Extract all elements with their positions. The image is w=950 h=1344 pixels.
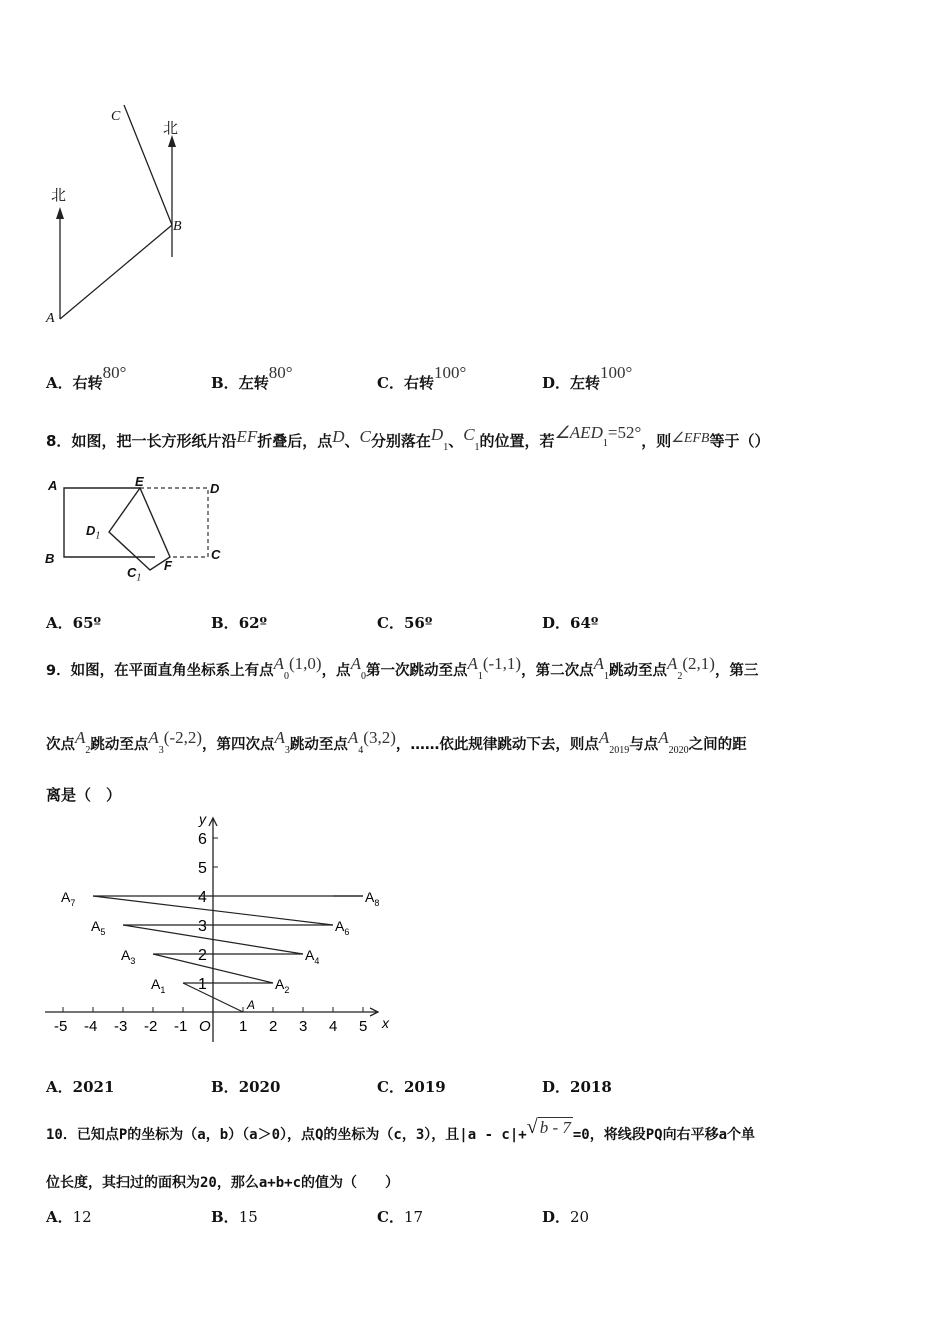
x-tick-label: 4 [329,1018,338,1035]
q10-option-b[interactable]: B．15 [211,1208,258,1226]
x-tick-label: 1 [239,1018,248,1035]
point-label-subscript: 7 [70,898,76,908]
q9-option-c[interactable]: C．2019 [377,1078,446,1096]
q7-label-a: A [46,311,55,326]
q10-stem-line1: 10．已知点P的坐标为（a，b）（a＞0），点Q的坐标为（c，3），且|a - c|+√ b - 7 =0，将线段PQ向右平移a个单 [46,1116,756,1143]
y-tick-label: 5 [198,860,207,877]
q8-folded-part [109,488,170,570]
point-label-subscript: 5 [100,927,106,937]
x-tick-label: 5 [359,1018,368,1035]
q7-option-b[interactable]: B．左转80° [211,363,293,392]
x-tick-label: 3 [299,1018,308,1035]
x-tick-label: O [199,1018,211,1035]
q9-option-a[interactable]: A．2021 [46,1078,115,1096]
q7-arrowhead-a [56,207,64,219]
x-tick-label: -5 [54,1018,68,1035]
q7-label-b: B [173,219,182,234]
y-tick-label: 3 [198,918,207,935]
q9-option-d[interactable]: D．2018 [542,1078,612,1096]
sqrt-symbol: √ [526,1116,538,1138]
q8-label-f: F [164,558,172,573]
x-tick-label: -4 [84,1018,98,1035]
point-label-a2: $A_2$ [275,976,290,995]
q7-option-d[interactable]: D．左转100° [542,363,633,392]
q8-label-e: E [135,474,144,489]
q10-option-c[interactable]: C．17 [377,1208,424,1226]
y-axis-label: y [199,811,206,827]
q8-label-c: C [211,547,221,562]
x-tick-label: -1 [174,1018,188,1035]
x-axis-label: x [382,1015,389,1031]
point-label-a0: A [247,998,256,1012]
q7-option-a[interactable]: A．右转80° [46,363,127,392]
q8-option-a[interactable]: A．65º [46,614,102,632]
y-tick-label: 2 [198,947,207,964]
q8-label-d1: $D_1$ [86,523,101,542]
point-label-subscript: 4 [314,956,320,966]
point-label-subscript: 8 [374,898,380,908]
q7-segment-ab [60,225,172,319]
point-label-subscript: 2 [284,985,290,995]
y-tick-label: 6 [198,831,207,848]
q7-option-c[interactable]: C．右转100° [377,363,467,392]
point-label-a1: $A_1$ [151,976,166,995]
q7-north-label-b: 北 [163,119,179,137]
q8-rect-solid [64,488,155,557]
q9-stem-line1: 9．如图，在平面直角坐标系上有点$A_0(1,0)$，点$A_0$第一次跳动至点$A_1(-1,1)$，第二次点$A_1$跳动至点$A_2(2,1)$，第三 [46,654,759,682]
point-label-subscript: 1 [160,985,166,995]
q8-label-a: A [48,478,58,493]
q10-option-a[interactable]: A．12 [46,1208,92,1226]
point-label-subscript: 6 [344,927,350,937]
q8-label-d: D [210,481,220,496]
q8-label-b: B [45,551,55,566]
q7-north-label-a: 北 [51,186,67,204]
q8-option-c[interactable]: C．56º [377,614,433,632]
q10-option-d[interactable]: D．20 [542,1208,590,1226]
x-tick-label: -2 [144,1018,158,1035]
x-tick-label: 2 [269,1018,278,1035]
q9-chart [40,810,400,1050]
q8-stem: 8．如图，把一长方形纸片沿EF折叠后，点D、C分别落在$D_1$、$C_1$的位置，若$\angle AED_1=52^\circ$，则∠EFB等于（） [46,423,770,453]
point-label-a5: $A_5$ [91,918,106,937]
point-label-a3: $A_3$ [121,947,136,966]
q9-stem-line3: 离是（ ） [46,786,122,804]
point-label-a8: $A_8$ [365,889,380,908]
q9-stem-line2: 次点$A_2$跳动至点$A_3(-2,2)$，第四次点$A_3$跳动至点$A_4(3,2)$，……依此规律跳动下去，则点$A_{2019}$与点$A_{2020}$之间的距 [46,728,747,756]
point-label-subscript: 3 [130,956,136,966]
y-tick-label: 4 [198,889,207,906]
q8-rect-dashed [140,488,208,557]
q8-label-c1: $C_1$ [127,565,142,584]
q9-coordinate-plane [40,810,400,1050]
point-label-a4: $A_4$ [305,947,320,966]
y-tick-label: 1 [198,976,207,993]
x-tick-label: -3 [114,1018,128,1035]
q10-stem-line2: 位长度，其扫过的面积为20，那么a+b+c的值为（ ） [46,1175,399,1191]
point-label-a6: $A_6$ [335,918,350,937]
q8-option-d[interactable]: D．64º [542,614,599,632]
q7-label-c: C [111,109,121,124]
point-label-a7: $A_7$ [61,889,76,908]
q8-option-b[interactable]: B．62º [211,614,268,632]
q9-option-b[interactable]: B．2020 [211,1078,281,1096]
